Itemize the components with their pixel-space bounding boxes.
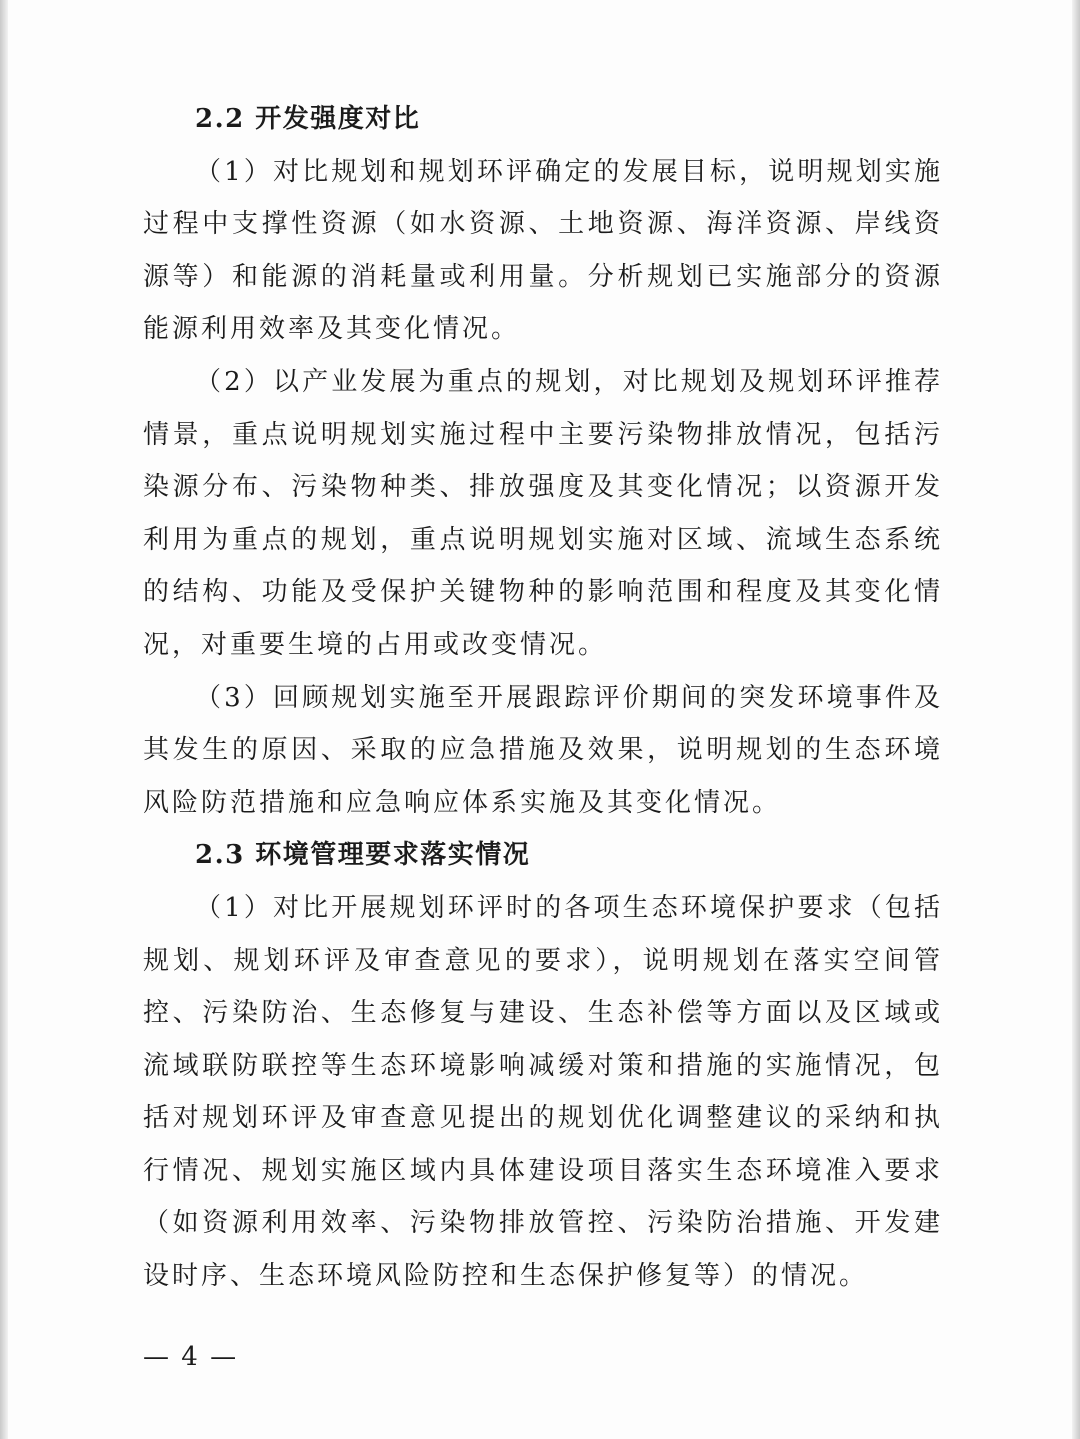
page-edge-right (1072, 0, 1080, 1439)
page-edge-left (0, 0, 8, 1439)
paragraph-2-2-1: （1）对比规划和规划环评确定的发展目标，说明规划实施过程中支撑性资源（如水资源、土地资源、海洋资源、岸线资源等）和能源的消耗量或利用量。分析规划已实施部分的资源能源利用效率及其变化情况。 (143, 156, 943, 345)
paragraph-2-2-3: （3）回顾规划实施至开展跟踪评价期间的突发环境事件及其发生的原因、采取的应急措施及效果，说明规划的生态环境风险防范措施和应急响应体系实施及其变化情况。 (143, 682, 943, 818)
section-heading-2-3: 2.3 环境管理要求落实情况 (195, 840, 531, 871)
paragraph-2-3-1: （1）对比开展规划环评时的各项生态环境保护要求（包括规划、规划环评及审查意见的要求），说明规划在落实空间管控、污染防治、生态修复与建设、生态补偿等方面以及区域或流域联防联控等生态环境影响减缓对策和措施的实施情况，包括对规划环评及审查意见提出的规划优化调整建议的采纳和执行情况、规划实施区域内具体建设项目落实生态环境准入要求（如资源利用效率、污染物排放管控、污染防治措施、开发建设时序、生态环境风险防控和生态保护修复等）的情况。 (143, 892, 943, 1292)
section-heading-2-2: 2.2 开发强度对比 (195, 104, 421, 134)
page-number: — 4 — (143, 1342, 239, 1372)
document-body (143, 93, 943, 1303)
paragraph-2-2-2: （2）以产业发展为重点的规划，对比规划及规划环评推荐情景，重点说明规划实施过程中主要污染物排放情况，包括污染源分布、污染物种类、排放强度及其变化情况；以资源开发利用为重点的规划，重点说明规划实施对区域、流域生态系统的结构、功能及受保护关键物种的影响范围和程度及其变化情况，对重要生境的占用或改变情况。 (143, 366, 943, 660)
